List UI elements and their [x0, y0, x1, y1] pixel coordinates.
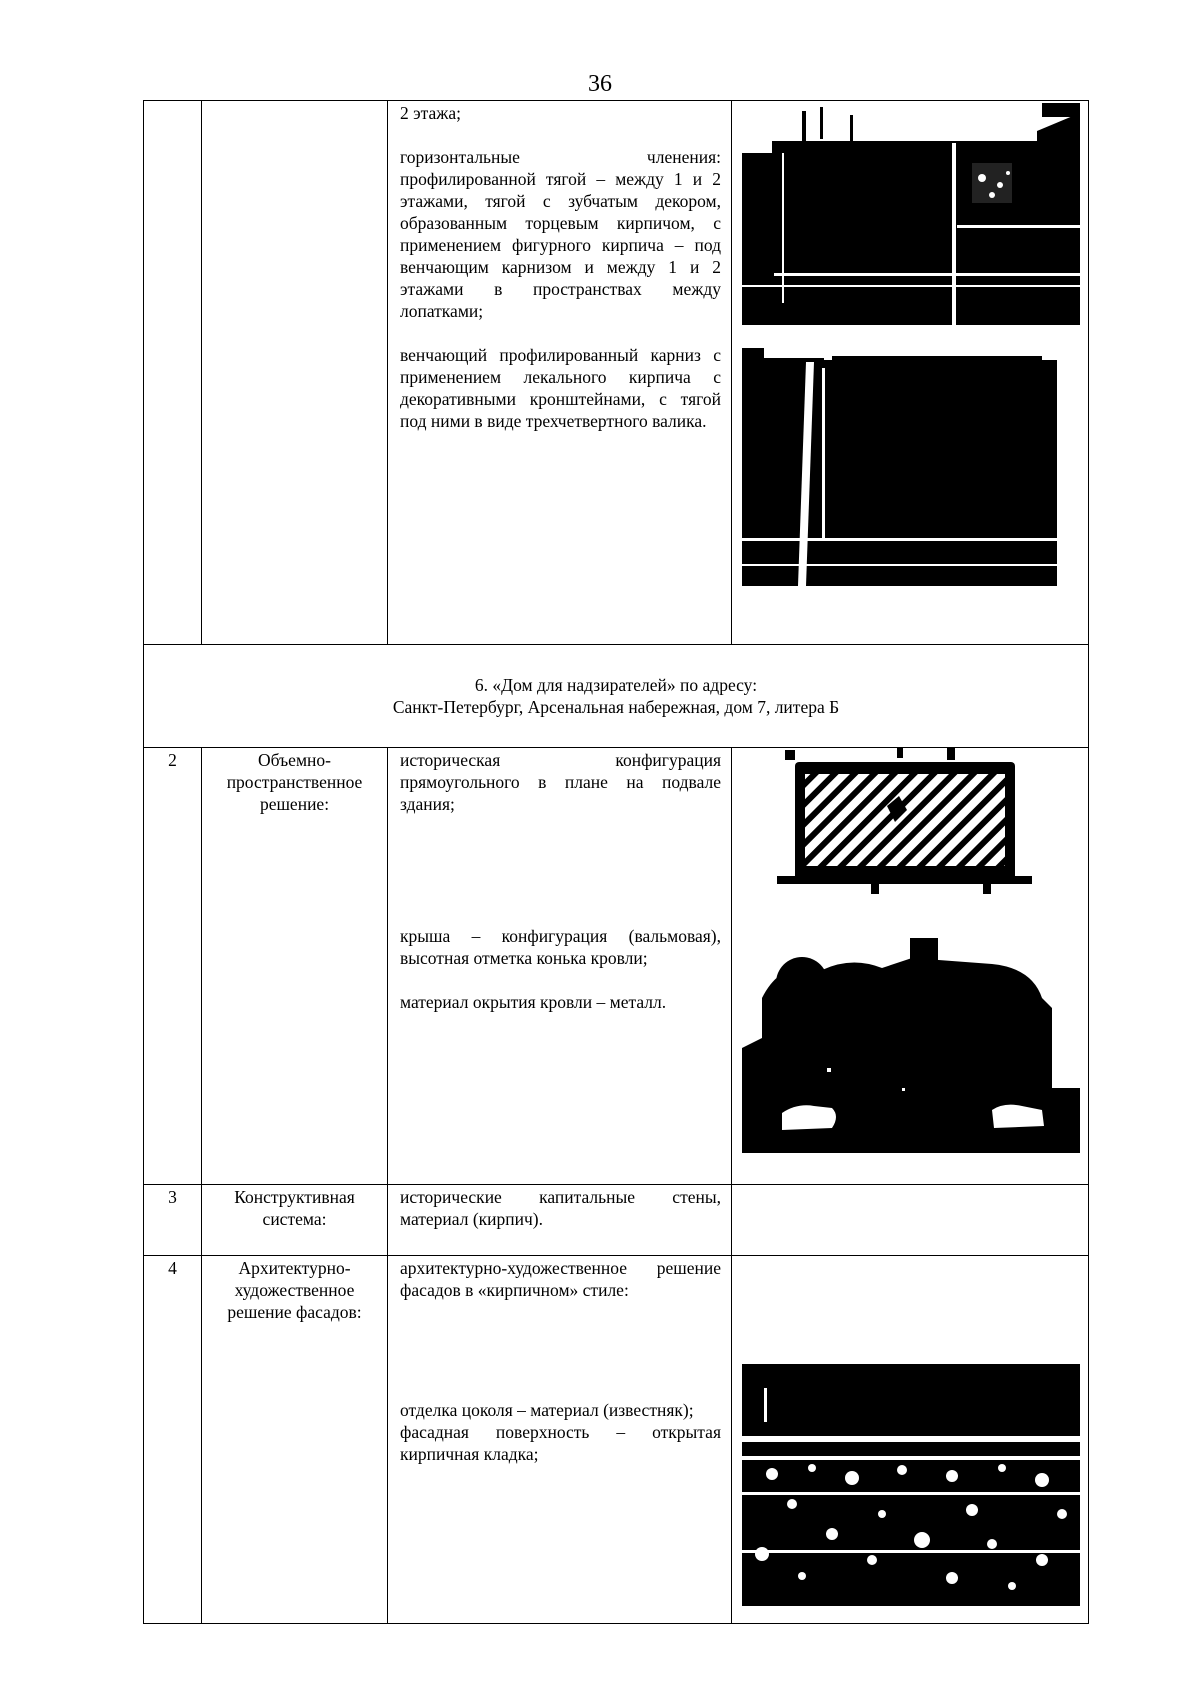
photo-cell	[732, 101, 1089, 645]
photo-cell	[732, 1185, 1089, 1256]
row-number-cell: 2	[144, 748, 202, 1185]
page-number: 36	[588, 71, 612, 97]
table-row	[144, 748, 1089, 1185]
description-paragraph: исторические капитальные стены, материал (кирпич).	[400, 1187, 721, 1229]
table-row	[144, 1256, 1089, 1624]
photo-cell	[732, 1256, 1089, 1624]
description-paragraph: горизонтальные членения: профилированной тягой – между 1 и 2 этажами, тягой с зубчатым декором, образованным торцевым кирпичом, с применением фигурного кирпича – под венчающим карнизом и между 1 и 2 этажами в пространствах между лопатками;	[400, 147, 721, 321]
element-name-cell: Конструктивная система:	[202, 1185, 388, 1256]
element-description-cell	[388, 1185, 732, 1256]
table-row	[144, 1185, 1089, 1256]
photo-cell	[732, 748, 1089, 1185]
plinth-masonry-photo	[742, 1364, 1080, 1606]
element-name-cell: Архитектурно-художественное решение фасадов:	[202, 1256, 388, 1624]
description-paragraph: отделка цоколя – материал (известняк);	[400, 1400, 694, 1420]
element-description-cell	[388, 748, 732, 1185]
building-roof-photo	[742, 938, 1080, 1153]
section-heading-row	[144, 645, 1089, 748]
monument-elements-table	[143, 100, 1089, 1624]
element-description-cell	[388, 101, 732, 645]
element-name-cell	[202, 101, 388, 645]
facade-cornice-photo	[742, 103, 1080, 325]
section-heading-line-2: Санкт-Петербург, Арсенальная набережная, дом 7, литера Б	[392, 697, 840, 717]
row-number-cell	[144, 101, 202, 645]
row-number-cell: 3	[144, 1185, 202, 1256]
description-paragraph: материал окрытия кровли – металл.	[400, 992, 667, 1012]
section-heading-cell	[144, 645, 1089, 748]
description-paragraph: 2 этажа;	[400, 103, 461, 123]
description-paragraph: архитектурно-художественное решение фасадов в «кирпичном» стиле:	[400, 1258, 721, 1300]
element-name-cell: Объемно-пространственное решение:	[202, 748, 388, 1185]
description-paragraph: фасадная поверхность – открытая кирпичная кладка;	[400, 1422, 721, 1464]
description-paragraph: крыша – конфигурация (вальмовая), высотная отметка конька кровли;	[400, 926, 721, 968]
floor-plan-image	[777, 748, 1032, 900]
row-number-cell: 4	[144, 1256, 202, 1624]
table-row-continuation	[144, 101, 1089, 645]
description-paragraph: венчающий профилированный карниз с применением лекального кирпича с декоративными кронштейнами, с тягой под ними в виде трехчетвертного валика.	[400, 345, 721, 431]
cornice-bracket-photo	[742, 338, 1057, 586]
description-paragraph: историческая конфигурация прямоугольного в плане на подвале здания;	[400, 750, 721, 814]
element-description-cell	[388, 1256, 732, 1624]
section-heading-line-1: 6. «Дом для надзирателей» по адресу:	[474, 675, 758, 695]
